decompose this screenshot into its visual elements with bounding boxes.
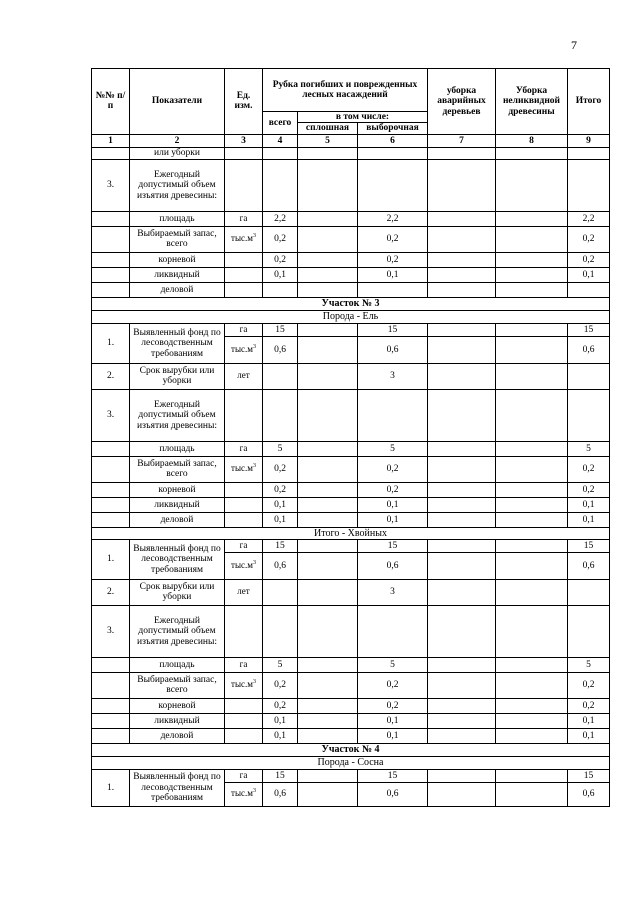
value-cell: 0,1	[568, 512, 610, 527]
row-label: корневой	[130, 482, 225, 497]
value-cell: 0,1	[358, 713, 428, 728]
row-num: 1.	[92, 539, 130, 579]
value-cell: 0,2	[263, 672, 298, 698]
unit-cell: $тыс.м^3$	[225, 552, 263, 579]
value-cell: 15	[263, 769, 298, 782]
value-cell: 0,1	[358, 728, 428, 743]
col-number: 9	[568, 134, 610, 147]
value-cell: 15	[263, 539, 298, 552]
row-label: площадь	[130, 211, 225, 226]
row-num: 3.	[92, 389, 130, 441]
col-number: 7	[428, 134, 496, 147]
row-label: деловой	[130, 512, 225, 527]
value-cell: 15	[568, 539, 610, 552]
row-label: Срок вырубки или уборки	[130, 579, 225, 605]
row-label: Выявленный фонд по лесоводственным требованиям	[130, 769, 225, 806]
value-cell: 0,1	[263, 728, 298, 743]
section-title: Участок № 4	[92, 743, 610, 756]
col-number: 3	[225, 134, 263, 147]
value-cell: 15	[358, 769, 428, 782]
value-cell: 0,6	[263, 552, 298, 579]
value-cell: 5	[568, 441, 610, 456]
value-cell: 0,2	[263, 482, 298, 497]
row-num: 1.	[92, 323, 130, 363]
row-label: или уборки	[130, 147, 225, 159]
value-cell: 0,6	[358, 782, 428, 806]
value-cell: 0,6	[358, 336, 428, 363]
header-indicator: Показатели	[130, 69, 225, 135]
row-num: 2.	[92, 579, 130, 605]
unit-cell: га	[225, 323, 263, 336]
header-selective: выборочная	[358, 123, 428, 134]
subtotal-title: Итого - Хвойных	[92, 527, 610, 539]
row-label: корневой	[130, 698, 225, 713]
value-cell: 2,2	[358, 211, 428, 226]
value-cell: 0,6	[358, 552, 428, 579]
value-cell: 15	[568, 769, 610, 782]
unit-cell: га	[225, 539, 263, 552]
row-label: Ежегодный допустимый объем изъятия древесины:	[130, 389, 225, 441]
row-label: деловой	[130, 728, 225, 743]
value-cell: 5	[263, 657, 298, 672]
row-label: Выявленный фонд по лесоводственным требованиям	[130, 539, 225, 579]
value-cell: 0,1	[358, 497, 428, 512]
row-label: ликвидный	[130, 267, 225, 282]
row-label: Ежегодный допустимый объем изъятия древесины:	[130, 605, 225, 657]
value-cell: 15	[263, 323, 298, 336]
unit-cell: лет	[225, 579, 263, 605]
header-unit: Ед. изм.	[225, 69, 263, 135]
value-cell: 0,6	[263, 782, 298, 806]
unit-cell: лет	[225, 363, 263, 389]
unit-cell: га	[225, 441, 263, 456]
section-title: Участок № 3	[92, 297, 610, 310]
row-num: 2.	[92, 363, 130, 389]
header-including: в том числе:	[298, 112, 428, 123]
value-cell: 15	[568, 323, 610, 336]
unit-cell: $тыс.м^3$	[225, 336, 263, 363]
row-num: 3.	[92, 605, 130, 657]
value-cell: 0,2	[358, 226, 428, 252]
value-cell: 0,2	[568, 252, 610, 267]
value-cell: 15	[358, 323, 428, 336]
value-cell: 0,2	[568, 226, 610, 252]
unit-cell: $тыс.м^3$	[225, 226, 263, 252]
species-title: Порода - Сосна	[92, 756, 610, 769]
value-cell: 0,1	[568, 713, 610, 728]
value-cell: 0,2	[568, 482, 610, 497]
unit-cell: $тыс.м^3$	[225, 672, 263, 698]
header-emergency: уборка аварийных деревьев	[428, 69, 496, 135]
value-cell: 0,6	[568, 552, 610, 579]
value-cell: 0,6	[263, 336, 298, 363]
header-cutting: Рубка погибших и поврежденных лесных насаждений	[263, 69, 428, 112]
header-nonliquid: Уборка неликвидной древесины	[496, 69, 568, 135]
value-cell: 0,2	[358, 672, 428, 698]
value-cell: 0,2	[358, 482, 428, 497]
species-title: Порода - Ель	[92, 310, 610, 323]
value-cell: 0,1	[263, 267, 298, 282]
value-cell: 0,2	[263, 698, 298, 713]
row-num: 1.	[92, 769, 130, 806]
row-num: 3.	[92, 159, 130, 211]
value-cell: 0,2	[263, 226, 298, 252]
unit-cell: га	[225, 657, 263, 672]
unit-cell: $тыс.м^3$	[225, 782, 263, 806]
row-label: Выбираемый запас, всего	[130, 456, 225, 482]
value-cell: 0,2	[358, 698, 428, 713]
value-cell: 0,2	[568, 698, 610, 713]
value-cell: 0,2	[358, 252, 428, 267]
value-cell: 3	[358, 579, 428, 605]
header-total-all: всего	[263, 112, 298, 135]
value-cell: 0,1	[358, 512, 428, 527]
row-label: площадь	[130, 657, 225, 672]
row-label: деловой	[130, 282, 225, 297]
value-cell: 0,1	[263, 713, 298, 728]
value-cell: 0,1	[358, 267, 428, 282]
unit-cell: га	[225, 211, 263, 226]
value-cell: 0,6	[568, 336, 610, 363]
value-cell: 0,2	[358, 456, 428, 482]
header-num: №№ п/п	[92, 69, 130, 135]
value-cell: 3	[358, 363, 428, 389]
unit-cell: га	[225, 769, 263, 782]
value-cell: 0,6	[568, 782, 610, 806]
value-cell: 0,2	[568, 456, 610, 482]
value-cell: 2,2	[263, 211, 298, 226]
col-number: 5	[298, 134, 358, 147]
page-number: 7	[571, 38, 577, 52]
value-cell: 5	[263, 441, 298, 456]
value-cell: 0,1	[263, 512, 298, 527]
row-label: Выбираемый запас, всего	[130, 226, 225, 252]
row-label: ликвидный	[130, 713, 225, 728]
value-cell: 5	[358, 657, 428, 672]
row-label: площадь	[130, 441, 225, 456]
unit-cell: $тыс.м^3$	[225, 456, 263, 482]
value-cell: 0,1	[263, 497, 298, 512]
row-label: Срок вырубки или уборки	[130, 363, 225, 389]
row-label: ликвидный	[130, 497, 225, 512]
value-cell: 15	[358, 539, 428, 552]
value-cell: 2,2	[568, 211, 610, 226]
col-number: 4	[263, 134, 298, 147]
value-cell: 0,1	[568, 728, 610, 743]
value-cell: 5	[358, 441, 428, 456]
row-label: Выбираемый запас, всего	[130, 672, 225, 698]
row-label: Выявленный фонд по лесоводственным требованиям	[130, 323, 225, 363]
forest-cutting-table	[91, 68, 610, 807]
header-total: Итого	[568, 69, 610, 135]
col-number: 1	[92, 134, 130, 147]
value-cell: 0,2	[263, 456, 298, 482]
col-number: 8	[496, 134, 568, 147]
value-cell: 0,2	[568, 672, 610, 698]
value-cell: 0,1	[568, 497, 610, 512]
value-cell: 5	[568, 657, 610, 672]
value-cell: 0,1	[568, 267, 610, 282]
row-label: Ежегодный допустимый объем изъятия древесины:	[130, 159, 225, 211]
row-label: корневой	[130, 252, 225, 267]
value-cell: 0,2	[263, 252, 298, 267]
col-number: 2	[130, 134, 225, 147]
col-number: 6	[358, 134, 428, 147]
header-clear: сплошная	[298, 123, 358, 134]
